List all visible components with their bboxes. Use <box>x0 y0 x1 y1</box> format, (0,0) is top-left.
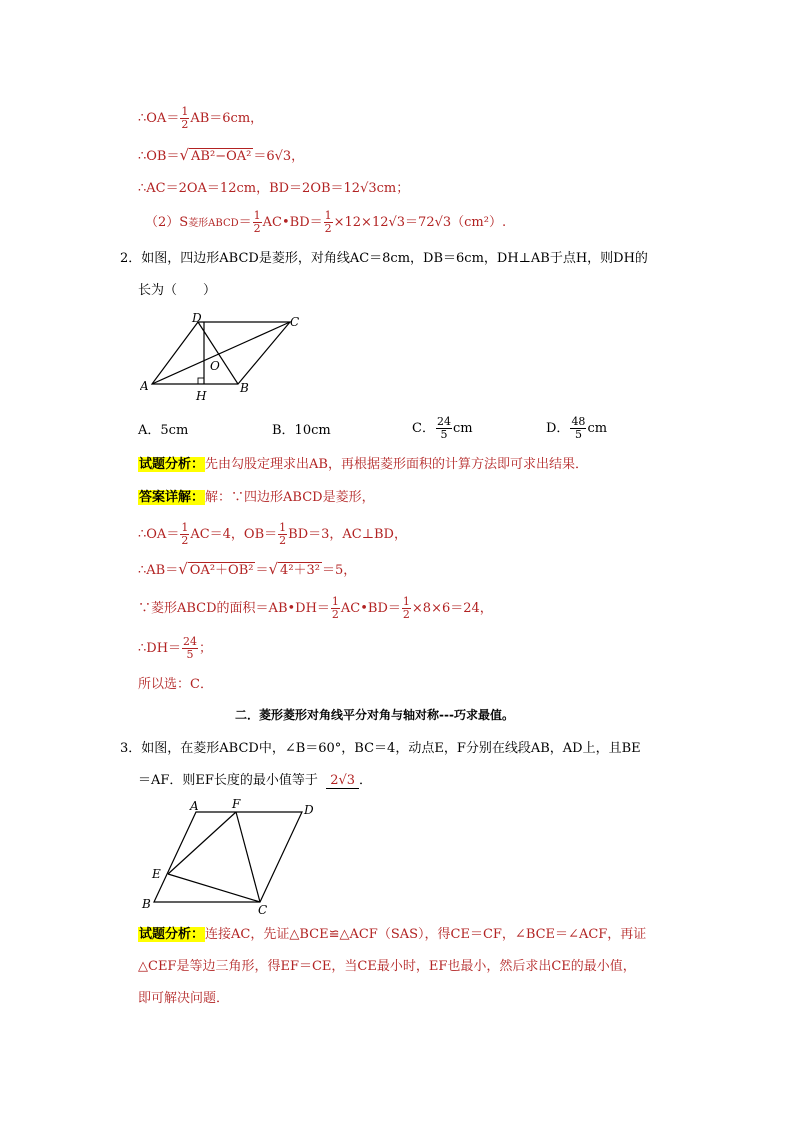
rhombus-figure-q3 <box>140 798 320 916</box>
question-2-line2: 长为（ ） <box>138 283 217 298</box>
detail-step-3: ∵菱形ABCD的面积＝AB•DH＝ $\frac{1}{2}$ AC•BD＝ $\frac{1}{2}$ ×8×6＝24， <box>138 595 493 621</box>
question-3-line1: 3．如图，在菱形ABCD中，∠B＝60°，BC＝4，动点E，F分别在线段AB，AD上，且BE <box>120 741 641 756</box>
label-c: C <box>290 315 300 329</box>
analysis-q3: 试题分析：连接AC，先证△BCE≌△ACF（SAS），得CE＝CF，∠BCE＝∠ACF，再证 <box>139 927 647 942</box>
question-3-line2: ＝AF．则EF长度的最小值等于 2√3 ． <box>138 773 373 788</box>
label-b3: B <box>142 897 151 911</box>
section-title: 二．菱形菱形对角线平分对角与轴对称---巧求最值。 <box>235 708 514 722</box>
rhombus-figure-q2 <box>140 312 310 404</box>
option-a: A．5cm <box>138 423 189 438</box>
label-h: H <box>196 389 207 403</box>
solution-line-ac-bd: ∴AC＝2OA＝12cm，BD＝2OB＝12√3cm； <box>138 181 410 196</box>
option-b: B．10cm <box>272 423 331 438</box>
detail-step-4: ∴DH＝ $\frac{24}{5}$ ； <box>138 635 213 661</box>
option-d: D． $\frac{48}{5}$ cm <box>546 415 608 441</box>
detail-q2: 答案详解：解：∵四边形ABCD是菱形， <box>139 490 375 505</box>
analysis-q2: 试题分析：先由勾股定理求出AB，再根据菱形面积的计算方法即可求出结果． <box>139 457 588 472</box>
detail-step-2: ∴AB＝√ OA²＋OB² ＝√ 4²＋3² ＝5， <box>138 560 357 578</box>
analysis-q3-line3: 即可解决问题． <box>138 991 230 1006</box>
analysis-q3-line2: △CEF是等边三角形，得EF＝CE，当CE最小时，EF也最小，然后求出CE的最小值， <box>138 959 636 974</box>
solution-line-area: （2）S菱形ABCD＝ $\frac{1}{2}$ AC•BD＝ $\frac{1}{2}$ ×12×12√3＝72√3（cm²）. <box>145 209 507 235</box>
label-a3: A <box>190 799 199 813</box>
analysis-tag: 试题分析： <box>139 457 205 472</box>
label-d: D <box>192 312 202 325</box>
label-d3: D <box>304 803 314 817</box>
label-f3: F <box>232 798 241 811</box>
label-o: O <box>210 359 220 373</box>
answer-blank: 2√3 <box>326 773 359 789</box>
solution-line-ob: ∴OB＝√ AB²−OA² ＝6√3， <box>138 146 305 164</box>
question-2-line1: 2．如图，四边形ABCD是菱形，对角线AC＝8cm，DB＝6cm，DH⊥AB于点H，则DH的 <box>120 251 648 266</box>
solution-line-oa: ∴OA＝ $\frac{1}{2}$ AB＝6cm， <box>138 105 264 131</box>
analysis-tag-q3: 试题分析： <box>139 927 205 942</box>
label-c3: C <box>258 903 268 916</box>
detail-tag: 答案详解： <box>139 490 205 505</box>
detail-step-1: ∴OA＝ $\frac{1}{2}$ AC＝4，OB＝ $\frac{1}{2}$ BD＝3，AC⊥BD， <box>138 521 407 547</box>
option-c: C． $\frac{24}{5}$ cm <box>412 415 473 441</box>
conclusion-q2: 所以选：C． <box>138 677 213 692</box>
label-e3: E <box>152 867 161 881</box>
label-b: B <box>240 381 249 395</box>
label-a: A <box>140 379 149 393</box>
